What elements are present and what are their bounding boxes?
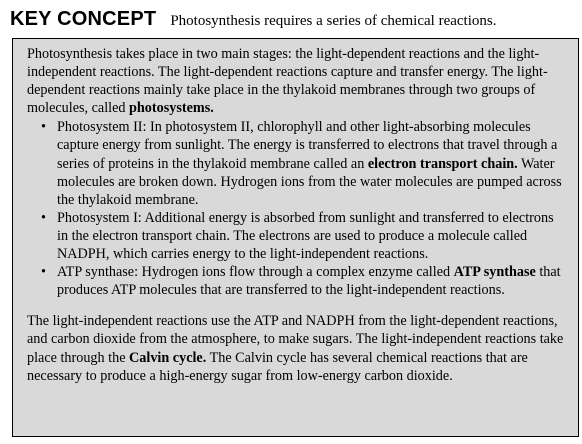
closing-text: The light-independent reactions use the ATP and NADPH from the light-dependent reactions, and carbon dioxide from the atmosphere, to make sugars. The light-independent reactions take place through the xyxy=(27,313,564,366)
closing-paragraph xyxy=(27,312,568,384)
intro-paragraph xyxy=(27,45,568,117)
term-atp-synthase: ATP synthase xyxy=(453,264,536,281)
bullet-list xyxy=(27,118,568,299)
bullet-text: Photosystem I: Additional energy is absorbed from sunlight and transferred to electrons in the electron transport chain. The electrons are used to produce a molecule called NADPH, which carries energy to the light-independent reactions. xyxy=(57,209,554,263)
key-concept-label: KEY CONCEPT xyxy=(10,8,157,30)
bullet-text-after: that produces ATP molecules that are transferred to the light-independent reactions. xyxy=(57,264,561,299)
list-item-photosystem-ii xyxy=(41,118,568,208)
bullet-icon: • xyxy=(41,209,46,226)
bullet-text: Photosystem II: In photosystem II, chlorophyll and other light-absorbing molecules capture energy from sunlight. The energy is transferred to electrons that travel through a series of proteins in the thylakoid membrane called an xyxy=(57,119,558,172)
term-electron-transport-chain: electron transport chain. xyxy=(367,155,518,172)
key-concept-header xyxy=(10,8,570,36)
list-item-photosystem-i xyxy=(41,209,568,263)
term-photosystems: photosystems. xyxy=(129,100,214,117)
term-calvin-cycle: Calvin cycle. xyxy=(129,349,207,366)
list-item-atp-synthase xyxy=(41,263,568,299)
intro-text: Photosynthesis takes place in two main stages: the light-dependent reactions and the light-independent reactions. The light-dependent reactions capture and transfer energy. The light-dependent reactions mainly take place in the thylakoid membranes through two groups of molecules, called xyxy=(27,46,548,117)
key-concept-text: Photosynthesis requires a series of chemical reactions. xyxy=(170,13,497,29)
bullet-text-after: Water molecules are broken down. Hydrogen ions from the water molecules are pumped across the thylakoid membrane. xyxy=(57,155,562,208)
bullet-icon: • xyxy=(41,119,46,136)
bullet-text: ATP synthase: Hydrogen ions flow through a complex enzyme called xyxy=(57,264,454,281)
closing-text-after: The Calvin cycle has several chemical reactions that are necessary to produce a high-energy sugar from low-energy carbon dioxide. xyxy=(27,349,528,384)
bullet-icon: • xyxy=(41,264,46,281)
concept-box xyxy=(12,38,579,437)
